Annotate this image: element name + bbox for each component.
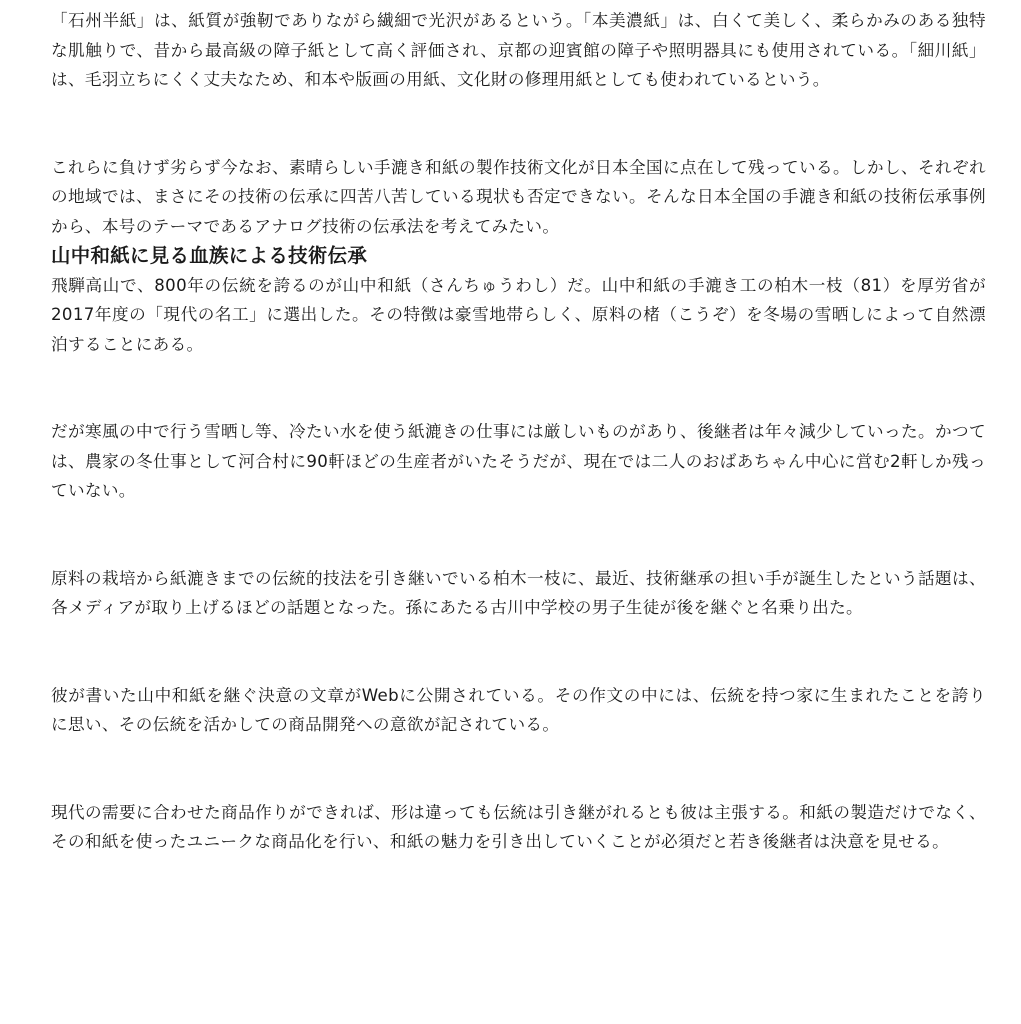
article-body (51, 0, 986, 857)
paragraph-essay: 彼が書いた山中和紙を継ぐ決意の文章がWebに公開されている。その作文の中には、伝統を持つ家に生まれたことを誇りに思い、その伝統を活かしての商品開発への意欲が記されている。 (51, 685, 986, 734)
paragraph-successor-decline: だが寒風の中で行う雪晒し等、冷たい水を使う紙漉きの仕事には厳しいものがあり、後継者は年々減少していった。かつては、農家の冬仕事として河合村に90軒ほどの生産者がいたそうだが、現在では二人のおばあちゃん中心に営む2軒しか残っていない。 (51, 422, 986, 500)
section-heading: 山中和紙に見る血族による技術伝承 (51, 244, 368, 267)
paragraph-yamanaka-intro: 飛騨高山で、800年の伝統を誇るのが山中和紙（さんちゅうわし）だ。山中和紙の手漉き工の柏木一枝（81）を厚労省が2017年度の「現代の名工」に選出した。その特徴は豪雪地帯らしく、原料の楮（こうぞ）を冬場の雪晒しによって自然漂泊することにある。 (51, 275, 986, 354)
paragraph-washi-types: 「石州半紙」は、紙質が強靭でありながら繊細で光沢があるという。「本美濃紙」は、白くて美しく、柔らかみのある独特な肌触りで、昔から最高級の障子紙として高く評価され、京都の迎賓館の障子や照明器具にも使用されている。「細川紙」は、毛羽立ちにくく丈夫なため、和本や版画の用紙、文化財の修理用紙としても使われているという。 (51, 11, 986, 89)
paragraph-new-successor: 原料の栽培から紙漉きまでの伝統的技法を引き継いでいる柏木一枝に、最近、技術継承の担い手が誕生したという話題は、各メディアが取り上げるほどの話題となった。孫にあたる古川中学校の男子生徒が後を継ぐと名乗り出た。 (51, 568, 986, 617)
paragraph-product-development: 現代の需要に合わせた商品作りができれば、形は違っても伝統は引き継がれるとも彼は主張する。和紙の製造だけでなく、その和紙を使ったユニークな商品化を行い、和紙の魅力を引き出していくことが必須だと若き後継者は決意を見せる。 (51, 802, 986, 851)
paragraph-tradition-intro: これらに負けず劣らず今なお、素晴らしい手漉き和紙の製作技術文化が日本全国に点在して残っている。しかし、それぞれの地域では、まさにその技術の伝承に四苦八苦している現状も否定できない。そんな日本全国の手漉き和紙の技術伝承事例から、本号のテーマであるアナログ技術の伝承法を考えてみたい。 (51, 157, 986, 236)
